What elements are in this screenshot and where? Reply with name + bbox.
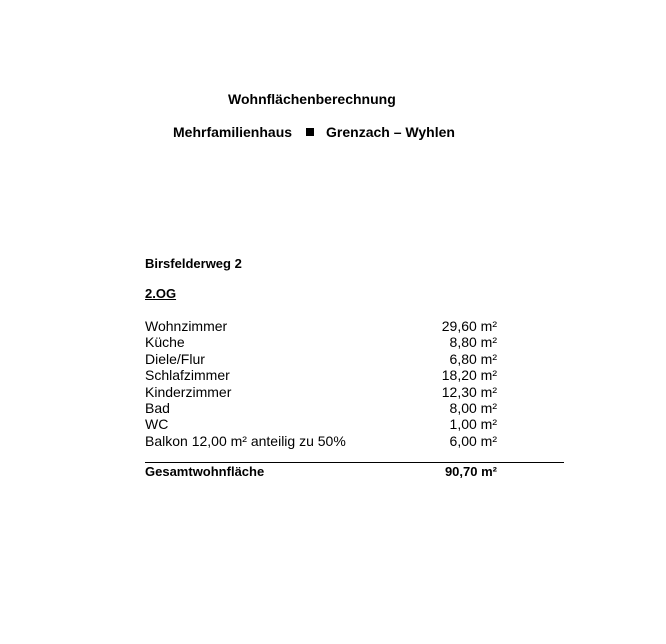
total-value: 90,70 m² — [444, 464, 497, 479]
room-row — [145, 351, 497, 367]
room-row — [145, 318, 497, 334]
room-row — [145, 367, 497, 383]
room-name: Wohnzimmer — [145, 318, 228, 334]
floor-heading: 2.OG — [145, 286, 177, 301]
room-area: 8,80 m² — [449, 334, 497, 351]
room-name: Kinderzimmer — [145, 383, 232, 400]
room-area: 6,00 m² — [449, 432, 497, 449]
room-row — [145, 400, 497, 416]
room-area: 8,00 m² — [449, 399, 497, 416]
room-name: Küche — [145, 334, 185, 351]
room-area: 29,60 m² — [441, 318, 497, 334]
address-heading: Birsfelderweg 2 — [145, 256, 242, 271]
room-name: WC — [145, 416, 169, 433]
document-title: Wohnflächenberechnung — [228, 91, 396, 107]
room-area: 6,80 m² — [449, 350, 497, 367]
room-name: Schlafzimmer — [145, 367, 230, 384]
room-row — [145, 384, 497, 400]
room-name: Bad — [145, 399, 170, 416]
room-area: 1,00 m² — [449, 416, 497, 433]
total-label: Gesamtwohnfläche — [145, 464, 265, 479]
total-divider — [145, 462, 564, 463]
document-subtitle — [173, 124, 455, 140]
building-type: Mehrfamilienhaus — [173, 124, 293, 140]
square-bullet-icon — [306, 128, 314, 136]
room-name: Balkon 12,00 m² anteilig zu 50% — [145, 432, 346, 449]
room-area: 18,20 m² — [441, 367, 497, 384]
room-name: Diele/Flur — [145, 350, 205, 367]
room-area: 12,30 m² — [441, 383, 497, 400]
room-row — [145, 416, 497, 432]
room-list — [145, 318, 497, 449]
total-row — [145, 464, 497, 479]
location: Grenzach – Wyhlen — [326, 124, 455, 140]
room-row — [145, 334, 497, 350]
room-row — [145, 433, 497, 449]
